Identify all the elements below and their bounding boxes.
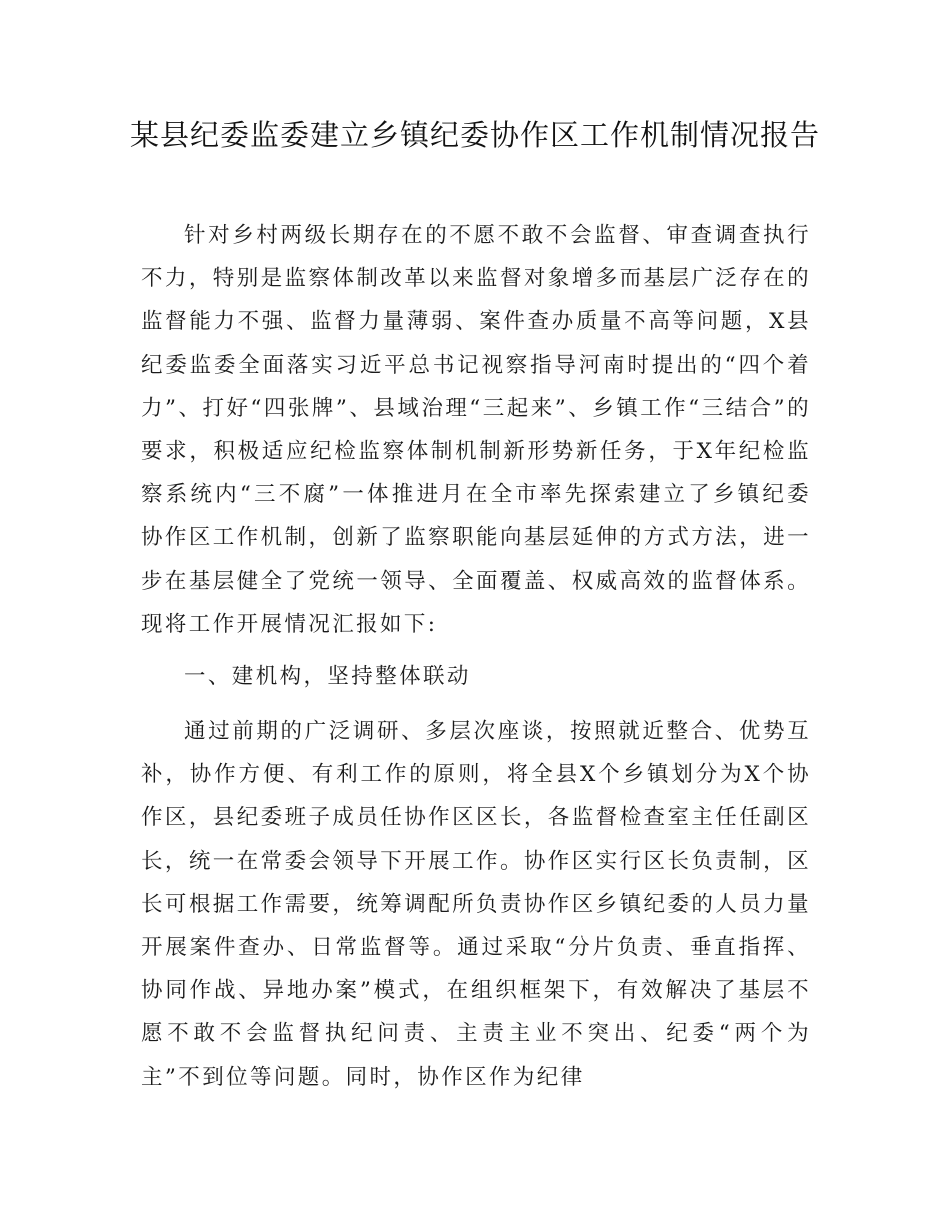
section-heading: 一、建机构，坚持整体联动 <box>184 664 471 689</box>
document-title: 某县纪委监委建立乡镇纪委协作区工作机制情况报告 <box>130 118 821 152</box>
section-paragraph: 通过前期的广泛调研、多层次座谈，按照就近整合、优势互补，协作方便、有利工作的原则，将全县X个乡镇划分为X个协作区，县纪委班子成员任协作区区长，各监督检查室主任任副区长，统一在常委会领导下开展工作。协作区实行区长负责制，区长可根据工作需要，统筹调配所负责协作区乡镇纪委的人员力量开展案件查办、日常监督等。通过采取“分片负责、垂直指挥、协同作战、异地办案”模式，在组织框架下，有效解决了基层不愿不敢不会监督执纪问责、主责主业不突出、纪委“两个为主”不到位等问题。同时，协作区作为纪律 <box>141 719 811 1090</box>
intro-paragraph: 针对乡村两级长期存在的不愿不敢不会监督、审查调查执行不力，特别是监察体制改革以来监督对象增多而基层广泛存在的监督能力不强、监督力量薄弱、案件查办质量不高等问题，X县纪委监委全面落实习近平总书记视察指导河南时提出的“四个着力”、打好“四张牌”、县域治理“三起来”、乡镇工作“三结合”的要求，积极适应纪检监察体制机制新形势新任务，于X年纪检监察系统内“三不腐”一体推进月在全市率先探索建立了乡镇纪委协作区工作机制，创新了监察职能向基层延伸的方式方法，进一步在基层健全了党统一领导、全面覆盖、权威高效的监督体系。现将工作开展情况汇报如下: <box>141 223 811 637</box>
